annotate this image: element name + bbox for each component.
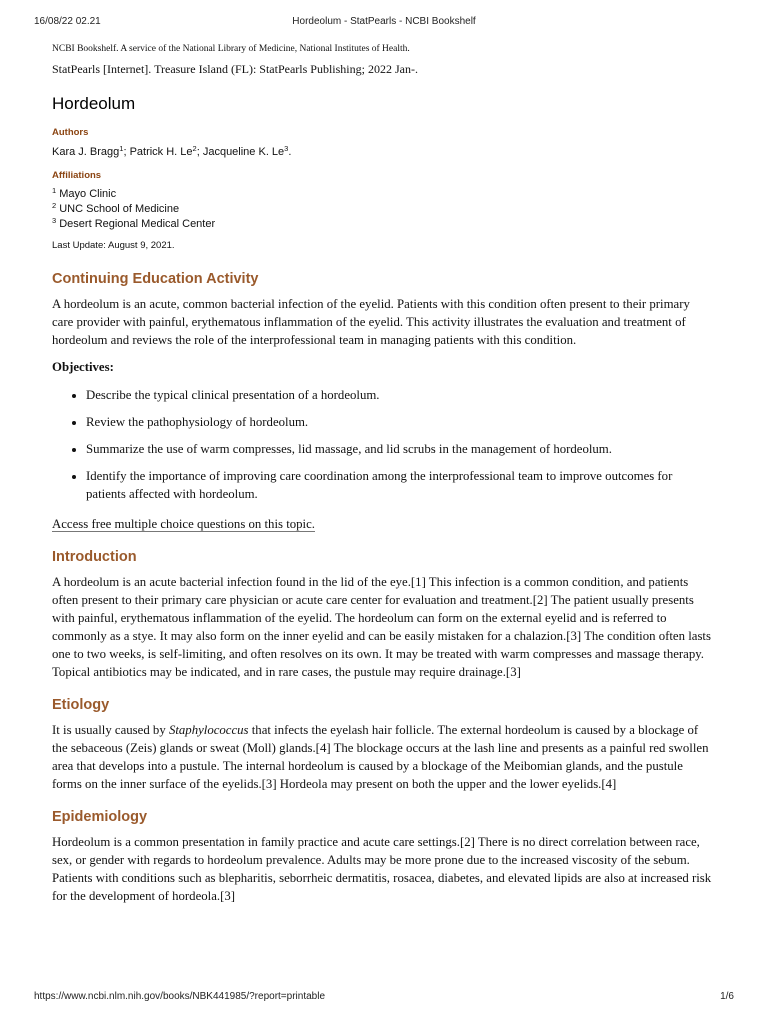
masthead: NCBI Bookshelf. A service of the National Library of Medicine, National Institutes of Health. — [52, 44, 410, 54]
list-item: • Summarize the use of warm compresses, lid massage, and lid scrubs in the management of hordeolum. — [86, 440, 712, 458]
organism-name: Staphylococcus — [168, 723, 249, 737]
affiliation-sup: 2 — [52, 201, 57, 210]
page-number: 1/6 — [720, 991, 734, 1002]
last-update: Last Update: August 9, 2021. — [52, 240, 175, 251]
objectives-label: Objectives: — [52, 360, 114, 374]
section-paragraph: A hordeolum is an acute bacterial infection found in the lid of the eye.[1] This infection is a common condition, and patients often present to their primary care physician or acute care center for evaluation and treatment.[2] The patient usually presents with painful, erythematous inflammation of the eyelid. The hordeolum can form on the external eyelid and is referred to commonly as a stye. It may also form on the inner eyelid and can be easily mistaken for a chalazion.[3] The condition often lasts one to two weeks, is self-limiting, and often resolves on its own. It may be treated with warm compresses and massage therapy. Topical antibiotics may be indicated, and in rare cases, the pustule may require drainage.[3] — [52, 575, 711, 679]
affiliation-sup: 3 — [52, 216, 57, 225]
section-heading-continuing-education: Continuing Education Activity — [52, 271, 259, 287]
author-separator: ; — [196, 146, 203, 158]
paragraph-text: It is usually caused by — [52, 723, 169, 737]
section-paragraph: A hordeolum is an acute, common bacterial infection of the eyelid. Patients with this condition often present to their primary care provider with painful, erythematous inflammation of the eyelid. This activity illustrates the evaluation and treatment of hordeolum and reviews the role of the interprofessional team in managing patients with this condition. — [52, 297, 690, 347]
affiliation-item — [52, 217, 712, 232]
section-heading-epidemiology: Epidemiology — [52, 809, 148, 825]
affiliation-name: Mayo Clinic — [59, 188, 117, 200]
affiliation-name: Desert Regional Medical Center — [59, 218, 216, 230]
print-footer — [34, 991, 734, 1005]
paragraph-text: that infects the eyelash hair follicle. The external hordeolum is caused by a blockage of the sebaceous (Zeis) glands or sweat (Moll) glands.[4] The blockage occurs at the lash line and presents as a painful red swollen area that develops into a pustule. The internal hordeolum is caused by a blockage of the Meibomian glands, and the pustule forms on the inner surface of the eyelids.[3] Hordeola may present on both the upper and the lower eyelids.[4] — [52, 723, 709, 791]
print-header — [34, 16, 734, 30]
affiliations-label: Affiliations — [52, 170, 102, 181]
authors-label: Authors — [52, 127, 89, 138]
print-page-title: Hordeolum - StatPearls - NCBI Bookshelf — [292, 16, 476, 27]
section-heading-etiology: Etiology — [52, 697, 110, 713]
objectives-list — [52, 386, 712, 503]
author-name[interactable]: Patrick H. Le — [129, 146, 193, 158]
affiliation-item — [52, 187, 712, 202]
section-paragraph — [52, 721, 712, 793]
author-separator: ; — [123, 146, 130, 158]
author-separator: . — [288, 146, 292, 158]
list-item: • Describe the typical clinical presentation of a hordeolum. — [86, 386, 712, 404]
list-item: • Identify the importance of improving care coordination among the interprofessional team to improve outcomes for patients affected with hordeolum. — [86, 467, 712, 503]
access-questions-link[interactable]: Access free multiple choice questions on this topic. — [52, 517, 315, 531]
page-title: Hordeolum — [52, 94, 136, 113]
access-questions-paragraph — [52, 515, 712, 533]
affiliations-list — [52, 187, 712, 232]
citation: StatPearls [Internet]. Treasure Island (FL): StatPearls Publishing; 2022 Jan-. — [52, 62, 418, 76]
section-paragraph: Hordeolum is a common presentation in family practice and acute care settings.[2] There is no direct correlation between race, sex, or gender with regards to hordeolum prevalence. Adults may be more prone due to the increased viscosity of the sebum. Patients with conditions such as blepharitis, seborrheic dermatitis, rosacea, diabetes, and elevated lipids are also at increased risk for the development of hordeola.[3] — [52, 835, 712, 903]
affiliation-name: UNC School of Medicine — [59, 203, 180, 215]
author-affiliation-sup: 2 — [192, 144, 197, 153]
document-content — [52, 43, 712, 905]
list-item: • Review the pathophysiology of hordeolum. — [86, 413, 712, 431]
author-name[interactable]: Jacqueline K. Le — [202, 146, 285, 158]
print-date: 16/08/22 02.21 — [34, 16, 101, 27]
affiliation-sup: 1 — [52, 186, 57, 195]
author-name[interactable]: Kara J. Bragg — [52, 146, 120, 158]
author-affiliation-sup: 1 — [119, 144, 124, 153]
section-heading-introduction: Introduction — [52, 549, 137, 565]
affiliation-item — [52, 202, 712, 217]
print-url: https://www.ncbi.nlm.nih.gov/books/NBK441985/?report=printable — [34, 991, 326, 1002]
author-affiliation-sup: 3 — [284, 144, 289, 153]
authors-line — [52, 145, 712, 159]
